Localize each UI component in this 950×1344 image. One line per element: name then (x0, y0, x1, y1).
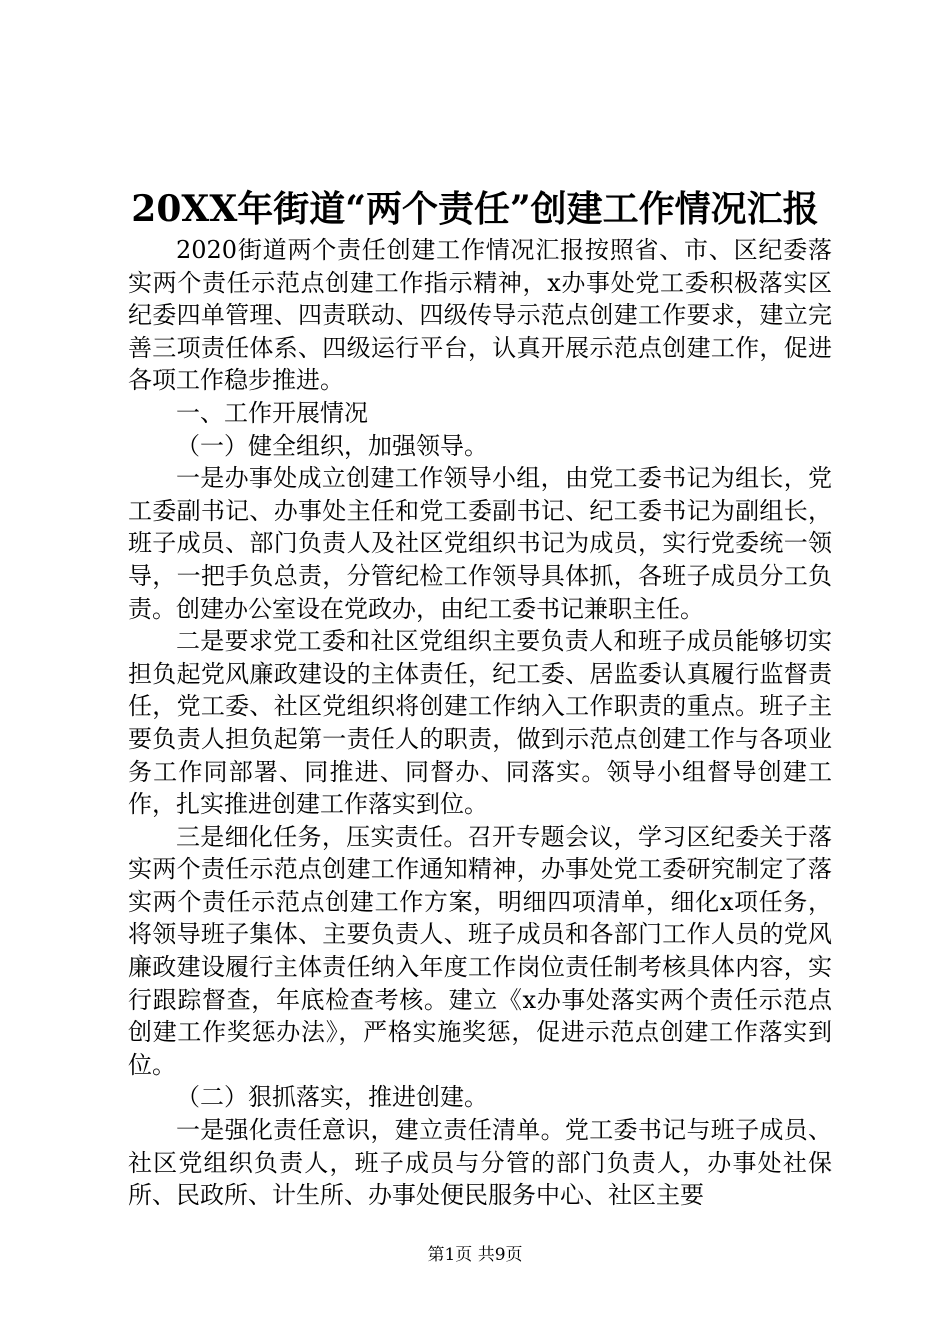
subsection-heading: （二）狠抓落实，推进创建。 (176, 1083, 488, 1112)
body-paragraph: 一是强化责任意识，建立责任清单。党工委书记与班子成员、社区党组织负责人，班子成员与分管的部门负责人，办事处社保所、民政所、计生所、办事处便民服务中心、社区主要 (128, 1116, 832, 1210)
document-title: 20XX年街道“两个责任”创建工作情况汇报 (131, 188, 819, 230)
document-body (128, 234, 832, 1212)
body-paragraph: 二是要求党工委和社区党组织主要负责人和班子成员能够切实担负起党风廉政建设的主体责任，纪工委、居监委认真履行监督责任，党工委、社区党组织将创建工作纳入工作职责的重点。班子主要负责人担负起第一责任人的职责，做到示范点创建工作与各项业务工作同部署、同推进、同督办、同落实。领导小组督导创建工作，扎实推进创建工作落实到位。 (128, 627, 832, 819)
body-paragraph: 一是办事处成立创建工作领导小组，由党工委书记为组长，党工委副书记、办事处主任和党工委副书记、纪工委书记为副组长，班子成员、部门负责人及社区党组织书记为成员，实行党委统一领导，一把手负总责，分管纪检工作领导具体抓，各班子成员分工负责。创建办公室设在党政办，由纪工委书记兼职主任。 (128, 464, 832, 623)
body-paragraph: 三是细化任务，压实责任。召开专题会议，学习区纪委关于落实两个责任示范点创建工作通知精神，办事处党工委研究制定了落实两个责任示范点创建工作方案，明细四项清单，细化x项任务，将领导班子集体、主要负责人、班子成员和各部门工作人员的党风廉政建设履行主体责任纳入年度工作岗位责任制考核具体内容，实行跟踪督查，年底检查考核。建立《x办事处落实两个责任示范点创建工作奖惩办法》，严格实施奖惩，促进示范点创建工作落实到位。 (128, 822, 832, 1079)
subsection-heading: （一）健全组织，加强领导。 (176, 431, 488, 460)
section-heading: 一、工作开展情况 (176, 398, 368, 427)
intro-paragraph: 2020街道两个责任创建工作情况汇报按照省、市、区纪委落实两个责任示范点创建工作指示精神，x办事处党工委积极落实区纪委四单管理、四责联动、四级传导示范点创建工作要求，建立完善三项责任体系、四级运行平台，认真开展示范点创建工作，促进各项工作稳步推进。 (128, 236, 832, 395)
page-number: 第1页 共9页 (427, 1245, 523, 1265)
